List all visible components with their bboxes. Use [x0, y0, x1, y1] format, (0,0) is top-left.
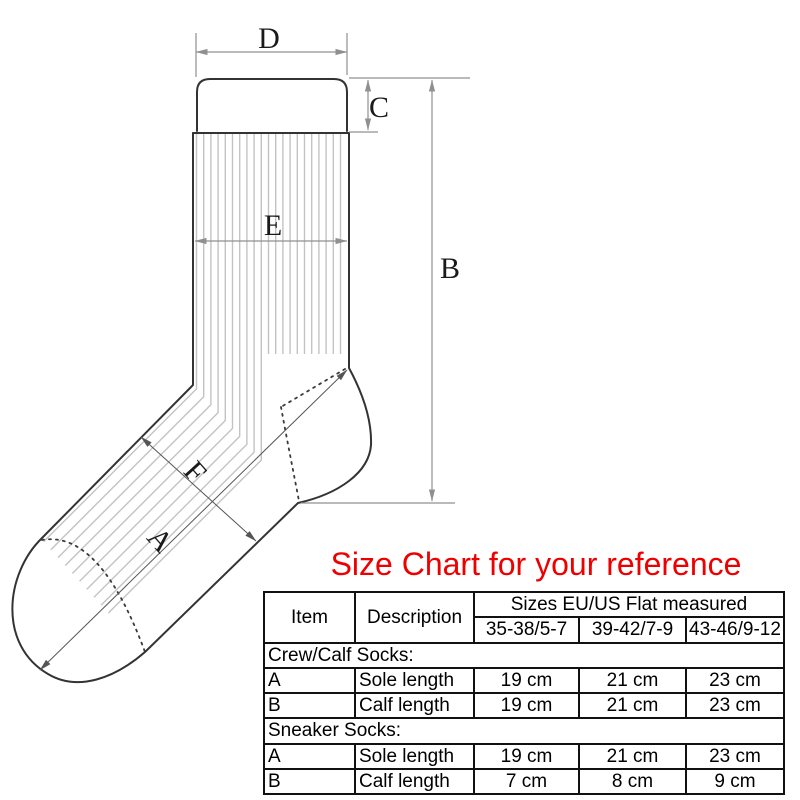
header-size-2: 39-42/7-9 — [579, 617, 686, 642]
rib-line — [80, 134, 233, 581]
table-header-row-1 — [264, 592, 784, 617]
size-chart-title: Size Chart for your reference — [330, 546, 742, 582]
rib-line — [51, 134, 204, 550]
section-label-sneaker: Sneaker Socks: — [264, 718, 784, 743]
cell-item: B — [264, 693, 355, 718]
table-row — [264, 744, 784, 769]
cell-item: B — [264, 769, 355, 794]
cell-value: 23 cm — [686, 668, 784, 693]
cell-value: 19 cm — [474, 668, 579, 693]
cell-value: 7 cm — [474, 769, 579, 794]
dim-label-f: F — [177, 454, 213, 490]
header-size-1: 35-38/5-7 — [474, 617, 579, 642]
table-row — [264, 693, 784, 718]
rib-line — [65, 134, 218, 566]
header-description: Description — [355, 592, 474, 643]
cell-value: 9 cm — [686, 769, 784, 794]
rib-line — [58, 134, 211, 558]
cell-description: Calf length — [355, 693, 474, 718]
dim-label-d: D — [258, 22, 280, 55]
table-row — [264, 769, 784, 794]
cell-value: 21 cm — [579, 744, 686, 769]
cell-item: A — [264, 668, 355, 693]
cell-description: Calf length — [355, 769, 474, 794]
section-row-crew — [264, 643, 784, 668]
dim-label-b: B — [439, 252, 461, 285]
heel-seam-dashed — [281, 369, 345, 501]
cell-value: 21 cm — [579, 668, 686, 693]
cell-value: 21 cm — [579, 693, 686, 718]
cuff-shape — [197, 79, 347, 131]
header-size-3: 43-46/9-12 — [686, 617, 784, 642]
dim-label-c: C — [368, 91, 390, 124]
header-item: Item — [264, 592, 355, 643]
table-row — [264, 668, 784, 693]
section-label-crew: Crew/Calf Socks: — [264, 643, 784, 668]
cell-value: 23 cm — [686, 693, 784, 718]
cell-description: Sole length — [355, 668, 474, 693]
size-chart-table — [263, 591, 785, 795]
rib-line — [72, 134, 225, 573]
cell-value: 19 cm — [474, 744, 579, 769]
dim-label-e: E — [263, 209, 283, 242]
cell-description: Sole length — [355, 744, 474, 769]
cell-value: 23 cm — [686, 744, 784, 769]
rib-line — [108, 134, 261, 613]
section-row-sneaker — [264, 718, 784, 743]
dim-label-a: A — [140, 520, 180, 560]
dimension-labels — [140, 22, 460, 559]
cell-item: A — [264, 744, 355, 769]
cell-value: 8 cm — [579, 769, 686, 794]
header-sizes-group: Sizes EU/US Flat measured — [474, 592, 784, 617]
toe-seam-dashed — [42, 539, 145, 652]
cell-value: 19 cm — [474, 693, 579, 718]
